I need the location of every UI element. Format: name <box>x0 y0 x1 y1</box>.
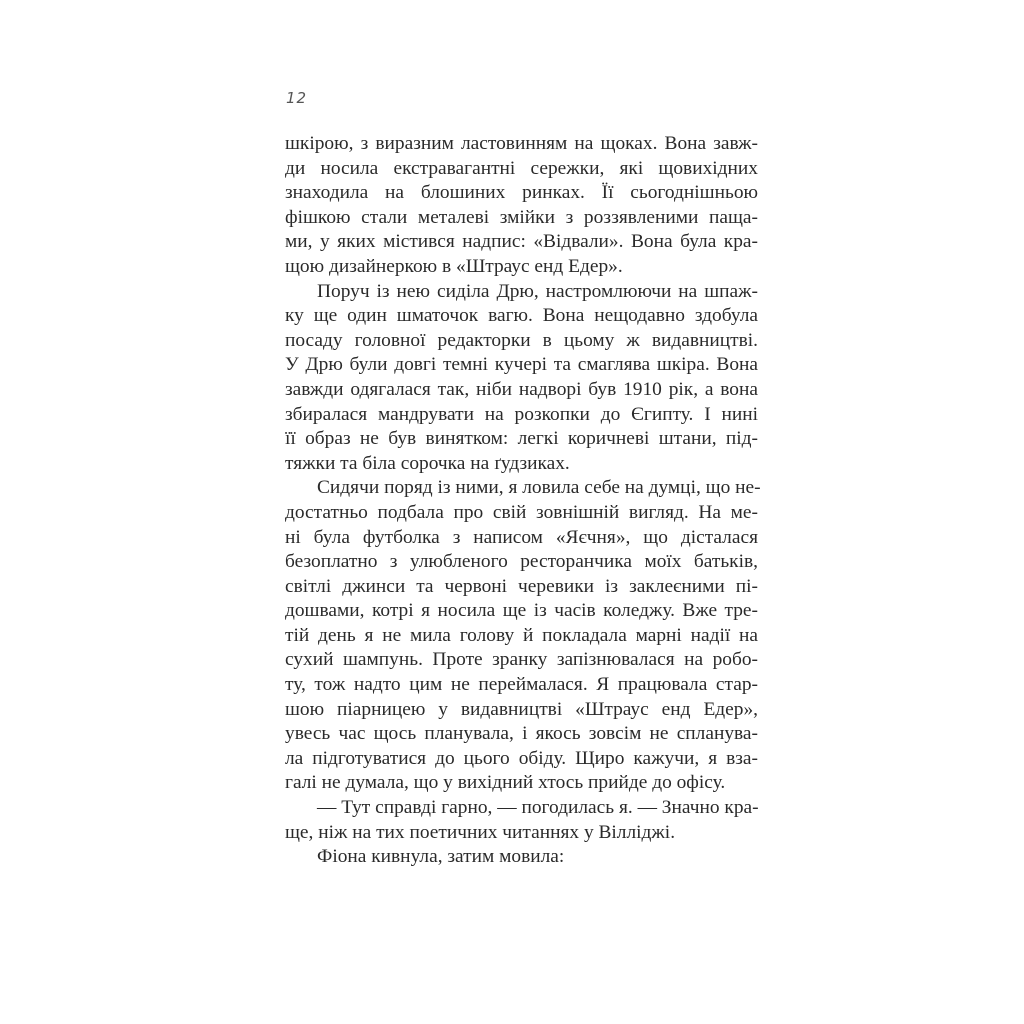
text-line: Поруч із нею сиділа Дрю, настромлюючи на шпаж- <box>317 280 758 302</box>
text-line: шкірою, з виразним ластовинням на щоках. Вона завж- <box>285 133 758 154</box>
text-line: Сидячи поряд із ними, я ловила себе на думці, що не- <box>317 477 761 499</box>
text-line: ку ще один шматочок вагю. Вона нещодавно здобула <box>285 305 758 327</box>
text-line: ту, тож надто цим не переймалася. Я працювала стар- <box>285 674 758 696</box>
text-line: ні була футболка з написом «Яєчня», що дісталася <box>285 526 758 548</box>
text-line: сухий шампунь. Проте зранку запізнювалася на робо- <box>285 649 758 671</box>
text-line: дошвами, котрі я носила ще із часів коледжу. Вже тре- <box>285 600 758 622</box>
text-line: галі не думала, що у вихідний хтось прийде до офісу. <box>285 772 726 794</box>
text-line: посаду головної редакторки в цьому ж видавництві. <box>285 329 758 351</box>
page-number: 12 <box>286 89 308 107</box>
text-line: ла підготуватися до цього обіду. Щиро кажучи, я вза- <box>285 747 758 769</box>
text-line: тяжки та біла сорочка на ґудзиках. <box>285 452 570 474</box>
text-line: ми, у яких містився надпис: «Відвали». Вона була кра- <box>285 231 758 253</box>
text-line: ще, ніж на тих поетичних читаннях у Вілліджі. <box>285 821 676 843</box>
text-line: увесь час щось планувала, і якось зовсім не спланува- <box>285 723 758 745</box>
text-line: Фіона кивнула, затим мовила: <box>317 846 565 868</box>
text-line: світлі джинси та червоні черевики із заклеєними пі- <box>285 575 758 597</box>
text-line: У Дрю були довгі темні кучері та смаглява шкіра. Вона <box>285 354 758 376</box>
text-line: її образ не був винятком: легкі коричневі штани, під- <box>285 428 758 450</box>
text-line: фішкою стали металеві змійки з роззявленими паща- <box>285 206 758 228</box>
text-line: — Тут справді гарно, — погодилась я. — Значно кра- <box>317 797 759 819</box>
text-line: достатньо подбала про свій зовнішній вигляд. На ме- <box>285 501 758 523</box>
text-line: завжди одягалася так, ніби надворі був 1910 рік, а вона <box>285 378 758 400</box>
text-line: безоплатно з улюбленого ресторанчика моїх батьків, <box>285 551 758 573</box>
text-line: ди носила екстравагантні сережки, які щовихідних <box>285 157 758 179</box>
text-line: збиралася мандрувати на розкопки до Єгипту. І нині <box>285 403 758 425</box>
text-line: знаходила на блошиних ринках. Її сьогоднішньою <box>285 182 758 204</box>
text-line: тій день я не мила голову й покладала марні надії на <box>285 624 758 646</box>
text-line: шою піарницею у видавництві «Штраус енд Едер», <box>285 698 758 720</box>
body-text <box>285 132 761 870</box>
text-line: щою дизайнеркою в «Штраус енд Едер». <box>285 255 623 277</box>
